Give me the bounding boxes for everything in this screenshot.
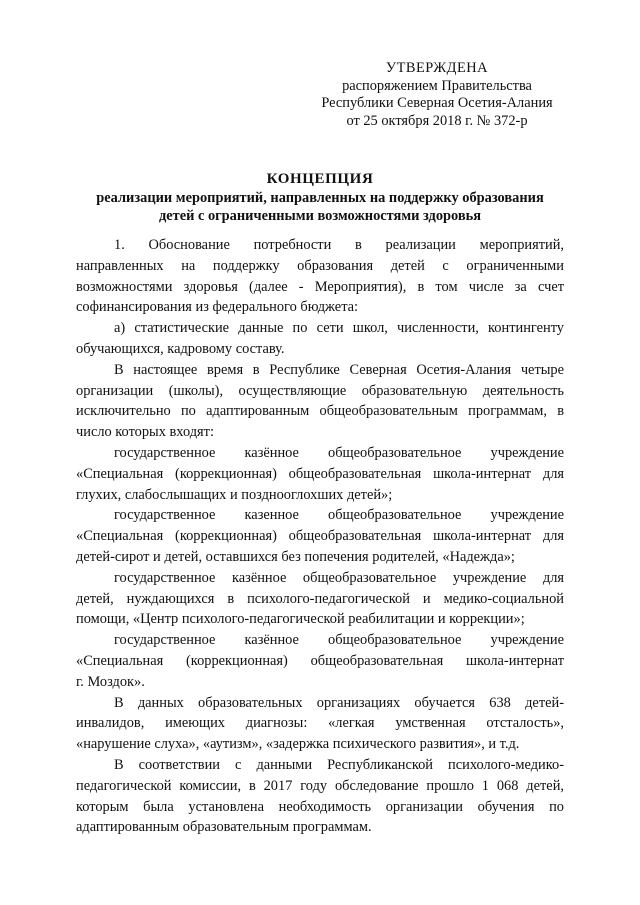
paragraph-line: которым была установлена необходимость организации обучения по [76,798,564,815]
paragraph-line: г. Моздок». [76,673,145,690]
document-subtitle-line-1: реализации мероприятий, направленных на поддержку образования [96,190,544,206]
approval-line-2: Республики Северная Осетия-Алания [321,95,553,111]
paragraph-line: государственное казенное общеобразовательное учреждение [114,507,564,524]
paragraph-line: 1. Обоснование потребности в реализации мероприятий, [114,237,564,253]
paragraph-line: В соответствии с данными Республиканской психолого-медико- [114,756,564,773]
document-subtitle-line-2: детей с ограниченными возможностями здоровья [158,208,482,224]
paragraph-line: В данных образовательных организациях обучается 638 детей- [114,694,564,711]
paragraph-line: глухих, слабослышащих и позднооглохших детей»; [76,486,393,503]
approval-line-1: распоряжением Правительства [342,77,532,94]
paragraph [76,630,564,692]
paragraph-line: адаптированным образовательным программам. [76,819,372,836]
document-title: КОНЦЕПЦИЯ [266,171,374,187]
document-body [76,235,564,838]
paragraph [76,360,564,443]
paragraph-line: помощи, «Центр психолого-педагогической реабилитации и коррекции»; [76,611,525,628]
paragraph-line: детей, нуждающихся в психолого-педагогической и медико-социальной [76,590,564,607]
paragraph-line: «нарушение слуха», «аутизм», «задержка психического развития», и т.д. [76,736,520,753]
paragraph [76,568,564,630]
paragraph-line: возможностями здоровья (далее - Мероприятия), в том числе за счет [76,278,564,295]
paragraph [76,693,564,755]
paragraph [76,235,564,318]
paragraph-line: исключительно по адаптированным общеобразовательным программам, в [76,403,564,420]
paragraph-line: софинансирования из федерального бюджета: [76,299,359,316]
paragraph-line: «Специальная (коррекционная) общеобразовательная школа-интернат для [76,528,564,545]
paragraph-line: государственное казённое общеобразовательное учреждение для [114,569,564,586]
paragraph [76,755,564,838]
paragraph [76,443,564,505]
approval-line-3: от 25 октября 2018 г. № 372-р [346,112,528,129]
paragraph [76,318,564,360]
paragraph-line: педагогической комиссии, в 2017 году обследование прошло 1 068 детей, [76,777,564,794]
paragraph-line: а) статистические данные по сети школ, численности, контингенту [114,320,564,337]
paragraph-line: направленных на поддержку образования детей с ограниченными [76,257,564,274]
paragraph-line: организации (школы), осуществляющие образовательную деятельность [76,382,564,399]
paragraph-line: число которых входят: [76,424,214,441]
approval-block [292,60,582,130]
paragraph-line: детей-сирот и детей, оставшихся без попечения родителей, «Надежда»; [76,548,515,565]
paragraph-line: инвалидов, имеющих диагнозы: «легкая умственная отсталость», [76,715,564,732]
paragraph-line: государственное казённое общеобразовательное учреждение [114,632,564,649]
paragraph-line: «Специальная (коррекционная) общеобразовательная школа-интернат для [76,465,564,482]
paragraph [76,505,564,567]
paragraph-line: обучающихся, кадровому составу. [76,340,285,357]
paragraph-line: «Специальная (коррекционная) общеобразовательная школа-интернат [76,652,564,669]
document-title-block [60,170,580,225]
paragraph-line: В настоящее время в Республике Северная Осетия-Алания четыре [114,361,564,378]
approval-word: УТВЕРЖДЕНА [385,60,489,76]
paragraph-line: государственное казённое общеобразовательное учреждение [114,444,564,461]
